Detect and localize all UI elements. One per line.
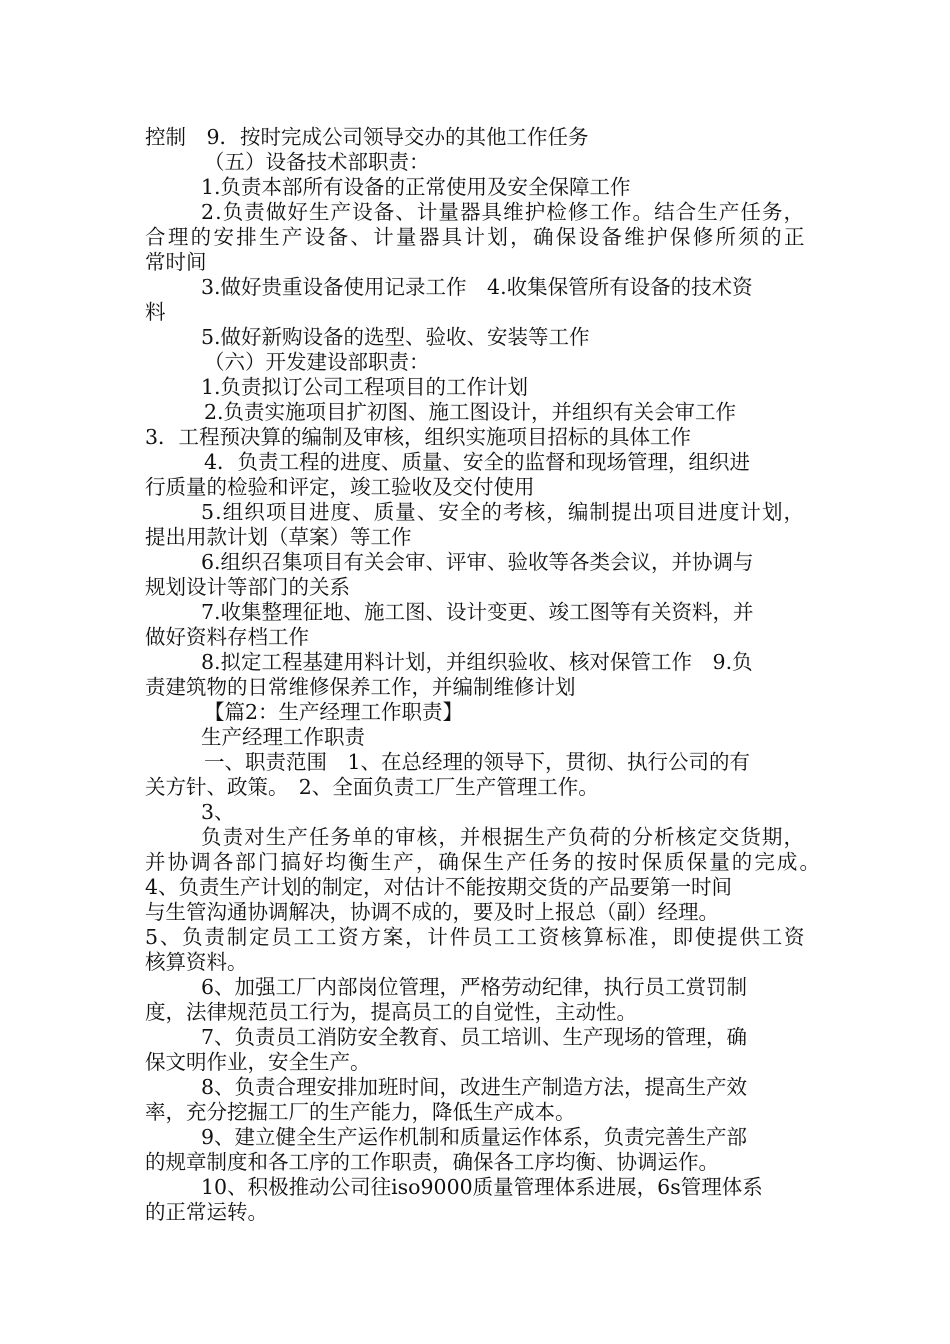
text-line: 规划设计等部门的关系	[145, 575, 350, 599]
text-line: 率，充分挖掘工厂的生产能力，降低生产成本。	[145, 1100, 576, 1124]
text-line: 常时间	[145, 250, 207, 274]
text-line: 5.组织项目进度、质量、安全的考核，编制提出项目进度计划，	[201, 500, 806, 524]
text-line: 并协调各部门搞好均衡生产，确保生产任务的按时保质保量的完成。	[145, 850, 823, 874]
text-line: 保文明作业，安全生产。	[145, 1050, 371, 1074]
text-line: 1.负责拟订公司工程项目的工作计划	[201, 375, 529, 399]
text-line: 6、加强工厂内部岗位管理，严格劳动纪律，执行员工赏罚制	[201, 975, 748, 999]
text-line: 4、负责生产计划的制定，对估计不能按期交货的产品要第一时间	[145, 875, 733, 899]
text-line: 责建筑物的日常维修保养工作，并编制维修计划	[145, 675, 576, 699]
text-line: 生产经理工作职责	[201, 725, 365, 749]
text-line: 9、建立健全生产运作机制和质量运作体系，负责完善生产部	[201, 1125, 748, 1149]
text-line: 3、	[201, 800, 235, 824]
text-line: 关方针、政策。 2、全面负责工厂生产管理工作。	[145, 775, 599, 799]
text-line: （六）开发建设部职责：	[204, 350, 430, 374]
text-line: 3.做好贵重设备使用记录工作 4.收集保管所有设备的技术资	[201, 275, 753, 299]
text-line: 7.收集整理征地、施工图、设计变更、竣工图等有关资料，并	[201, 600, 754, 624]
text-line: 10、积极推动公司往iso9000质量管理体系进展，6s管理体系	[201, 1175, 763, 1199]
text-line: 1.负责本部所有设备的正常使用及安全保障工作	[201, 175, 631, 199]
text-line: 8、负责合理安排加班时间，改进生产制造方法，提高生产效	[201, 1075, 748, 1099]
text-line: 3．工程预决算的编制及审核，组织实施项目招标的具体工作	[145, 425, 692, 449]
text-line: 行质量的检验和评定，竣工验收及交付使用	[145, 475, 535, 499]
text-line: 4．负责工程的进度、质量、安全的监督和现场管理，组织进	[204, 450, 751, 474]
text-line: 8.拟定工程基建用料计划，并组织验收、核对保管工作 9.负	[201, 650, 753, 674]
text-line: 核算资料。	[145, 950, 248, 974]
text-line: 6.组织召集项目有关会审、评审、验收等各类会议，并协调与	[201, 550, 754, 574]
text-line: 做好资料存档工作	[145, 625, 309, 649]
text-line: （五）设备技术部职责：	[204, 150, 430, 174]
text-line: 【篇2：生产经理工作职责】	[204, 700, 464, 724]
text-line: 的正常运转。	[145, 1200, 268, 1224]
text-line: 料	[145, 300, 166, 324]
text-line: 2.负责实施项目扩初图、施工图设计，并组织有关会审工作	[204, 400, 737, 424]
text-line: 7、负责员工消防安全教育、员工培训、生产现场的管理，确	[201, 1025, 748, 1049]
text-line: 5、负责制定员工工资方案，计件员工工资核算标准，即使提供工资	[145, 925, 807, 949]
text-line: 提出用款计划（草案）等工作	[145, 525, 412, 549]
text-line: 的规章制度和各工序的工作职责，确保各工序均衡、协调运作。	[145, 1150, 719, 1174]
text-line: 控制 9．按时完成公司领导交办的其他工作任务	[145, 125, 589, 149]
text-line: 负责对生产任务单的审核，并根据生产负荷的分析核定交货期，	[201, 825, 806, 849]
text-line: 与生管沟通协调解决，协调不成的，要及时上报总（副）经理。	[145, 900, 719, 924]
text-line: 度，法律规范员工行为，提高员工的自觉性，主动性。	[145, 1000, 637, 1024]
text-line: 合理的安排生产设备、计量器具计划，确保设备维护保修所须的正	[145, 225, 807, 249]
text-line: 一、职责范围 1、在总经理的领导下，贯彻、执行公司的有	[204, 750, 751, 774]
text-line: 2.负责做好生产设备、计量器具维护检修工作。结合生产任务，	[201, 200, 806, 224]
text-line: 5.做好新购设备的选型、验收、安装等工作	[201, 325, 590, 349]
